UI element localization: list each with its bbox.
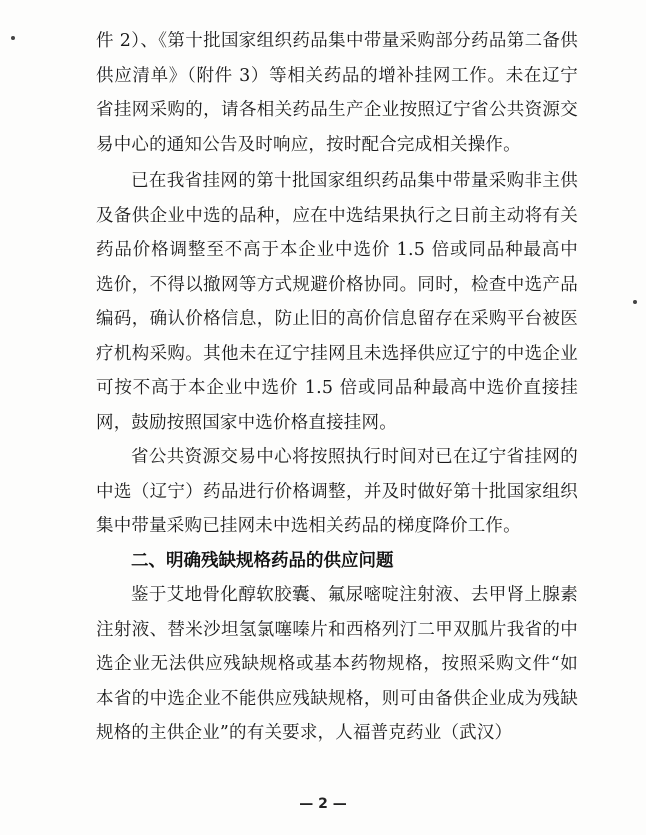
paragraph-price-adjustment: 已在我省挂网的第十批国家组织药品集中带量采购非主供及备供企业中选的品种，应在中选结果执行之日前主动将有关药品价格调整至不高于本企业中选价 1.5 倍或同品种最高中选价，不得以撤网等方式规避价格协同。同时，检查中选产品编码，确认价格信息，防止旧的高价信息留存在采购平台被医疗机构采购。其他未在辽宁挂网且未选择供应辽宁的中选企业可按不高于本企业中选价 1.5 倍或同品种最高中选价直接挂网，鼓励按照国家中选价格直接挂网。 — [96, 171, 578, 433]
paragraph-public-resource-center: 省公共资源交易中心将按照执行时间对已在辽宁省挂网的中选（辽宁）药品进行价格调整，并及时做好第十批国家组织集中带量采购已挂网未中选相关药品的梯度降价工作。 — [96, 447, 578, 536]
document-body — [96, 24, 578, 751]
page-number: — 2 — — [299, 796, 347, 812]
section-heading-2: 二、明确残缺规格药品的供应问题 — [131, 550, 394, 571]
paragraph-incomplete-specs: 鉴于艾地骨化醇软胶囊、氟尿嘧啶注射液、去甲肾上腺素注射液、替米沙坦氢氯噻嗪片和西格列汀二甲双胍片我省的中选企业无法供应残缺规格或基本药物规格，按照采购文件“如本省的中选企业不能供应残缺规格，则可由备供企业成为残缺规格的主供企业”的有关要求，人福普克药业（武汉） — [96, 585, 578, 743]
scan-mark-dot — [11, 36, 15, 40]
paragraph-continuation: 件 2）、《第十批国家组织药品集中带量采购部分药品第二备供供应清单》（附件 3）等相关药品的增补挂网工作。未在辽宁省挂网采购的，请各相关药品生产企业按照辽宁省公共资源交易中心的通知公告及时响应，按时配合完成相关操作。 — [96, 31, 578, 155]
scan-mark-dot — [633, 300, 637, 304]
